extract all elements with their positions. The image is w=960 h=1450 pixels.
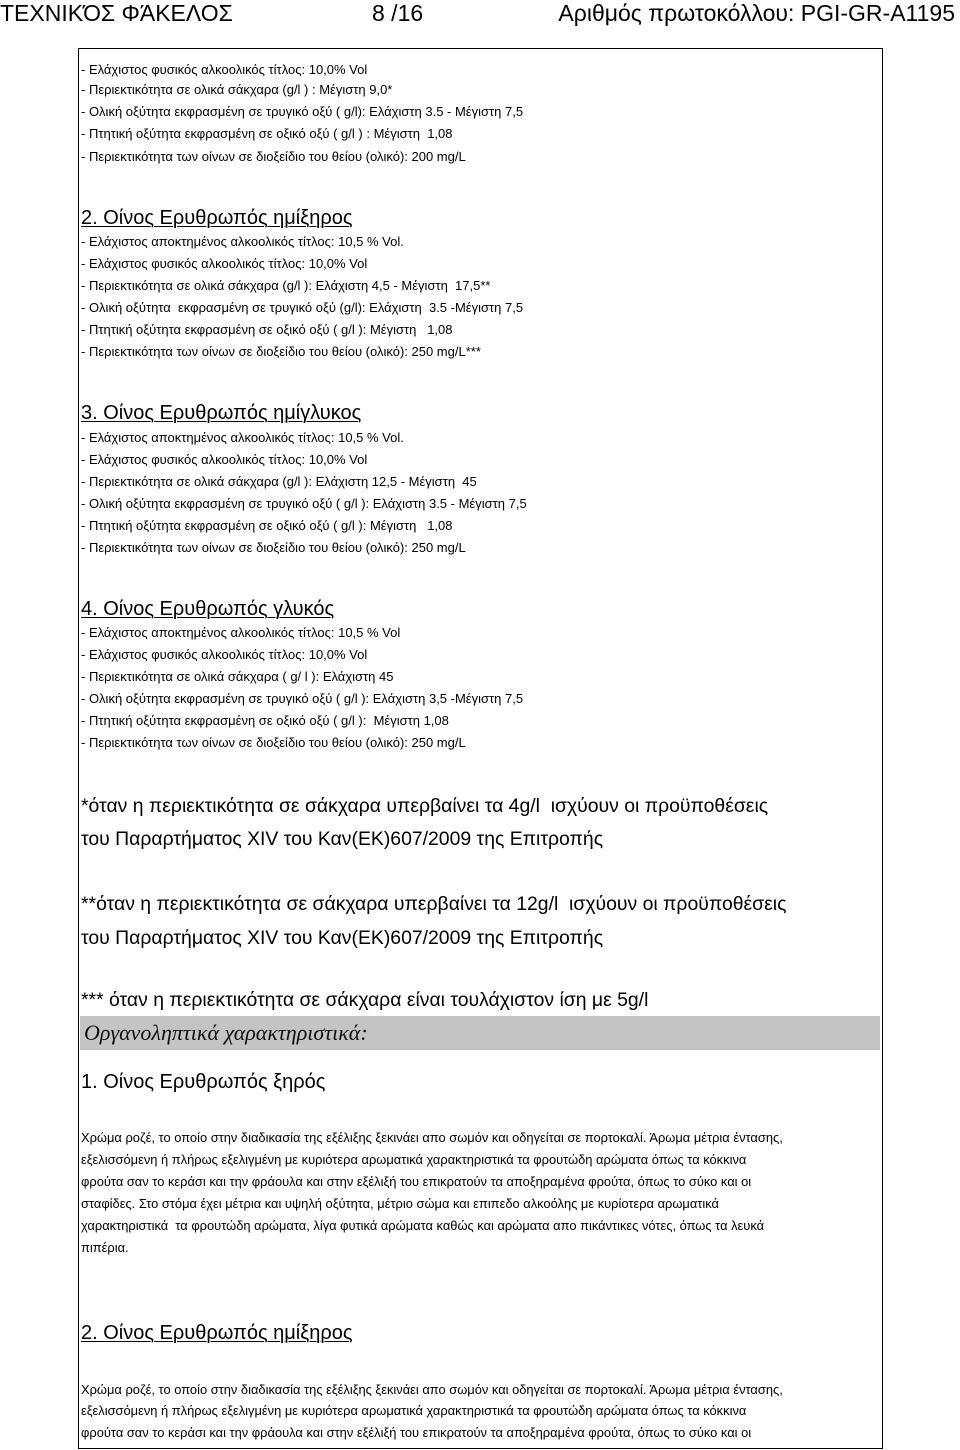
- spec-line: - Πτητική οξύτητα εκφρασμένη σε οξικό οξύ ( g/l ) : Μέγιστη 1,08: [81, 126, 453, 141]
- spec-line: - Πτητική οξύτητα εκφρασμένη σε οξικό οξύ ( g/l ): Μέγιστη 1,08: [81, 518, 453, 533]
- spec-line: - Ολική οξύτητα εκφρασμένη σε τρυγικό οξύ ( g/l ): Ελάχιστη 3,5 -Μέγιστη 7,5: [81, 691, 524, 706]
- paragraph-line: Χρώμα ροζέ, το οποίο στην διαδικασία της εξέλιξης ξεκινάει απο σωμόν και οδηγείται σε πορτοκαλί. Άρωμα μέτρια έντασης,: [81, 1130, 783, 1145]
- footnote-line: του Παραρτήματος XIV του Καν(ΕΚ)607/2009 της Επιτροπής: [81, 828, 604, 850]
- spec-line: - Περιεκτικότητα σε ολικά σάκχαρα ( g/ l ): Ελάχιστη 45: [81, 669, 394, 684]
- protocol-number: Αριθμός πρωτοκόλλου: PGI-GR-A1195: [558, 0, 955, 26]
- section-heading: 3. Οίνος Ερυθρωπός ημίγλυκος: [81, 402, 362, 424]
- spec-line: - Ελάχιστος φυσικός αλκοολικός τίτλος: 10,0% Vol: [81, 647, 368, 662]
- spec-line: - Περιεκτικότητα των οίνων σε διοξείδιο του θείου (ολικό): 250 mg/L: [81, 735, 466, 750]
- spec-line: - Πτητική οξύτητα εκφρασμένη σε οξικό οξύ ( g/l ): Μέγιστη 1,08: [81, 713, 449, 728]
- section-heading: 2. Οίνος Ερυθρωπός ημίξηρος: [81, 207, 353, 229]
- document-title: ΤΕΧΝΙΚΌΣ ΦΆΚΕΛΟΣ: [0, 0, 233, 26]
- spec-line: - Ελάχιστος φυσικός αλκοολικός τίτλος: 10,0% Vol: [81, 256, 368, 271]
- footnote-line: *όταν η περιεκτικότητα σε σάκχαρα υπερβαίνει τα 4g/l ισχύουν οι προϋποθέσεις: [81, 795, 769, 817]
- paragraph-line: πιπέρια.: [81, 1240, 129, 1255]
- spec-line: - Ολική οξύτητα εκφρασμένη σε τρυγικό οξύ (g/l): Ελάχιστη 3.5 -Μέγιστη 7,5: [81, 300, 524, 315]
- organoleptic-section-title: Οργανοληπτικά χαρακτηριστικά:: [84, 1020, 368, 1045]
- section-heading: 2. Οίνος Ερυθρωπός ημίξηρος: [81, 1322, 353, 1344]
- paragraph-line: εξελισσόμενη ή πλήρως εξελιγμένη με κυριότερα αρωματικά χαρακτηριστικά τα φρουτώδη αρώματα όπως τα κόκκινα: [81, 1152, 747, 1167]
- spec-line: - Ολική οξύτητα εκφρασμένη σε τρυγικό οξύ ( g/l): Ελάχιστη 3.5 - Μέγιστη 7,5: [81, 104, 524, 119]
- page-number: 8 /16: [372, 0, 424, 26]
- spec-line: - Περιεκτικότητα σε ολικά σάκχαρα (g/l ): Ελάχιστη 4,5 - Μέγιστη 17,5**: [81, 278, 491, 293]
- spec-line: - Ελάχιστος αποκτημένος αλκοολικός τίτλος: 10,5 % Vol.: [81, 430, 404, 445]
- spec-line: - Ελάχιστος φυσικός αλκοολικός τίτλος: 10,0% Vol: [81, 452, 368, 467]
- spec-line: - Περιεκτικότητα σε ολικά σάκχαρα (g/l ): Ελάχιστη 12,5 - Μέγιστη 45: [81, 474, 477, 489]
- section-heading: 4. Οίνος Ερυθρωπός γλυκός: [81, 598, 335, 620]
- section-heading: 1. Οίνος Ερυθρωπός ξηρός: [81, 1071, 326, 1093]
- footnote-line: **όταν η περιεκτικότητα σε σάκχαρα υπερβαίνει τα 12g/l ισχύουν οι προϋποθέσεις: [81, 893, 787, 915]
- spec-line: - Ελάχιστος αποκτημένος αλκοολικός τίτλος: 10,5 % Vol.: [81, 234, 404, 249]
- footnote-line: του Παραρτήματος XIV του Καν(ΕΚ)607/2009 της Επιτροπής: [81, 927, 604, 949]
- paragraph-line: εξελισσόμενη ή πλήρως εξελιγμένη με κυριότερα αρωματικά χαρακτηριστικά τα φρουτώδη αρώματα όπως τα κόκκινα: [81, 1403, 747, 1418]
- footnote-line: *** όταν η περιεκτικότητα σε σάκχαρα είναι τουλάχιστον ίση με 5g/l: [81, 989, 649, 1011]
- spec-line: - Περιεκτικότητα των οίνων σε διοξείδιο του θείου (ολικό): 250 mg/L***: [81, 344, 481, 359]
- paragraph-line: φρούτα σαν το κεράσι και την φράουλα και στην εξέλιξή του επικρατούν τα αποξηραμένα φρούτα, όπως το σύκο και οι: [81, 1174, 752, 1189]
- spec-line: - Πτητική οξύτητα εκφρασμένη σε οξικό οξύ ( g/l ): Μέγιστη 1,08: [81, 322, 453, 337]
- organoleptic-section-bar: [80, 1016, 880, 1050]
- spec-line: - Ελάχιστος φυσικός αλκοολικός τίτλος: 10,0% Vol: [81, 62, 368, 77]
- paragraph-line: Χρώμα ροζέ, το οποίο στην διαδικασία της εξέλιξης ξεκινάει απο σωμόν και οδηγείται σε πορτοκαλί. Άρωμα μέτρια έντασης,: [81, 1382, 783, 1397]
- spec-line: - Περιεκτικότητα των οίνων σε διοξείδιο του θείου (ολικό): 250 mg/L: [81, 540, 466, 555]
- paragraph-line: σταφίδες. Στο στόμα έχει μέτρια και υψηλή οξύτητα, μέτριο σώμα και επιπεδο αλκοόλης με κυρίοτερα αρωματικά: [81, 1196, 719, 1211]
- spec-line: - Ολική οξύτητα εκφρασμένη σε τρυγικό οξύ ( g/l ): Ελάχιστη 3.5 - Μέγιστη 7,5: [81, 496, 527, 511]
- spec-line: - Περιεκτικότητα των οίνων σε διοξείδιο του θείου (ολικό): 200 mg/L: [81, 149, 466, 164]
- spec-line: - Περιεκτικότητα σε ολικά σάκχαρα (g/l ) : Μέγιστη 9,0*: [81, 82, 393, 97]
- paragraph-line: φρούτα σαν το κεράσι και την φράουλα και στην εξέλιξή του επικρατούν τα αποξηραμένα φρούτα, όπως το σύκο και οι: [81, 1425, 752, 1440]
- paragraph-line: χαρακτηριστικά τα φρουτώδη αρώματα, λίγα φυτικά αρώματα καθώς και αρώματα απο πικάντικες νότες, όπως τα λευκά: [81, 1218, 765, 1233]
- spec-line: - Ελάχιστος αποκτημένος αλκοολικός τίτλος: 10,5 % Vol: [81, 625, 401, 640]
